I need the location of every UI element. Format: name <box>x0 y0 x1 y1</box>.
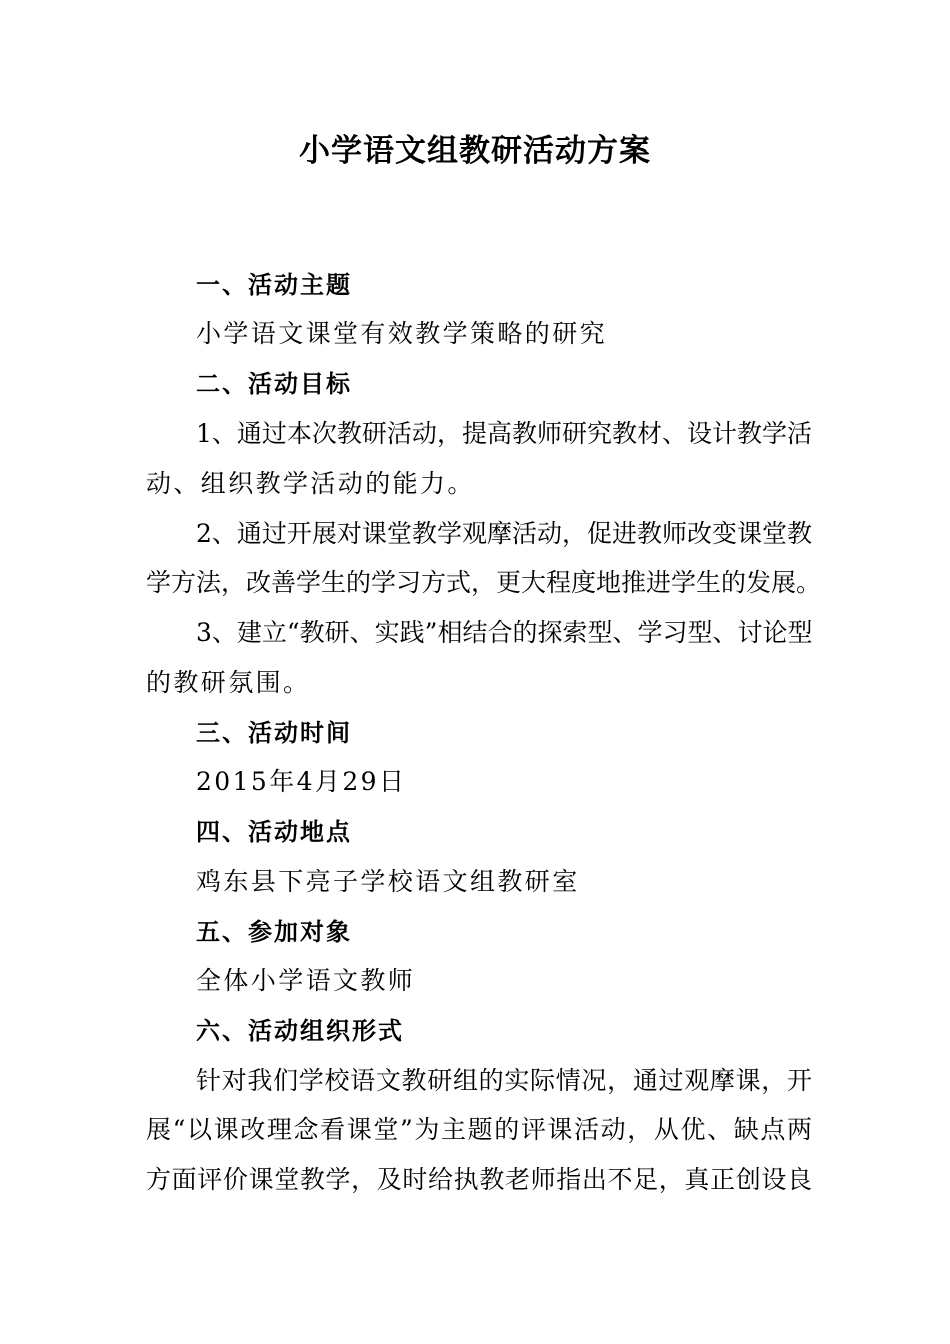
paragraph-line: 针对我们学校语文教研组的实际情况，通过观摩课，开 <box>196 1066 812 1095</box>
paragraph-line: 2、通过开展对课堂教学观摩活动，促进教师改变课堂教 <box>196 519 812 548</box>
section-text-time: 2015年4月29日 <box>196 767 407 796</box>
section-text-theme: 小学语文课堂有效教学策略的研究 <box>196 319 608 348</box>
paragraph-line: 方面评价课堂教学，及时给执教老师指出不足，真正创设良 <box>146 1165 812 1194</box>
paragraph-line: 1、通过本次教研活动，提高教师研究教材、设计教学活 <box>196 419 812 448</box>
section-heading-participants: 五、参加对象 <box>196 918 352 946</box>
paragraph-line: 学方法，改善学生的学习方式，更大程度地推进学生的发展。 <box>146 568 822 597</box>
document-title: 小学语文组教研活动方案 <box>299 133 651 169</box>
section-heading-location: 四、活动地点 <box>196 818 352 846</box>
paragraph-line: 3、建立“教研、实践”相结合的探索型、学习型、讨论型 <box>196 618 813 647</box>
section-heading-theme: 一、活动主题 <box>196 271 352 299</box>
section-text-participants: 全体小学语文教师 <box>196 966 416 995</box>
section-heading-format: 六、活动组织形式 <box>196 1017 404 1045</box>
section-heading-goals: 二、活动目标 <box>196 370 352 398</box>
paragraph-line: 展“以课改理念看课堂”为主题的评课活动，从优、缺点两 <box>146 1115 812 1144</box>
paragraph-line: 动、组织教学活动的能力。 <box>146 469 475 498</box>
paragraph-line: 的教研氛围。 <box>146 668 311 697</box>
section-text-location: 鸡东县下亮子学校语文组教研室 <box>196 867 580 896</box>
section-heading-time: 三、活动时间 <box>196 719 352 747</box>
